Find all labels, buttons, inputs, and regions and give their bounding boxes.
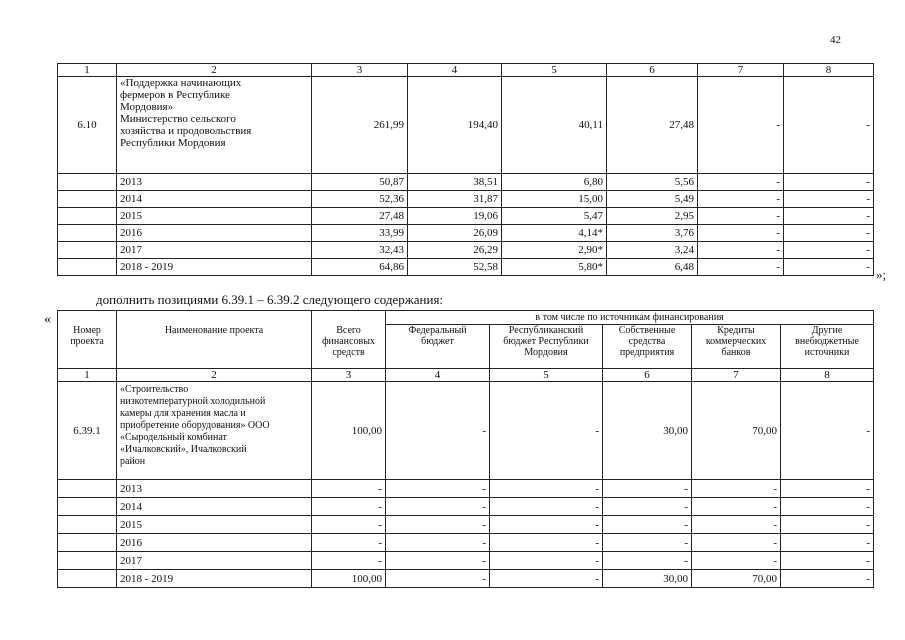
cell: - [692, 498, 781, 516]
cell: 26,09 [408, 225, 502, 242]
col-num-8: 8 [781, 369, 874, 382]
value-credit: 70,00 [692, 382, 781, 480]
value-own: 30,00 [603, 382, 692, 480]
year: 2013 [117, 174, 312, 191]
cell: - [312, 480, 386, 498]
value-republic: - [490, 382, 603, 480]
cell: - [781, 480, 874, 498]
cell: - [490, 498, 603, 516]
year: 2018 - 2019 [117, 570, 312, 588]
project-name-line: низкотемпературной холодильной [120, 396, 266, 407]
col-num-7: 7 [692, 369, 781, 382]
cell: 3,24 [607, 242, 698, 259]
cell: 5,49 [607, 191, 698, 208]
cell: 52,58 [408, 259, 502, 276]
header-line: Федеральный [408, 325, 467, 336]
cell: - [603, 516, 692, 534]
value-total: 261,99 [312, 77, 408, 174]
intro-text: дополнить позициями 6.39.1 – 6.39.2 следующего содержания: [96, 292, 444, 307]
cell: 4,14* [502, 225, 607, 242]
cell: - [698, 191, 784, 208]
col-num-2: 2 [117, 64, 312, 77]
value-own: 27,48 [607, 77, 698, 174]
header-line: предприятия [619, 347, 675, 358]
value-republic: 40,11 [502, 77, 607, 174]
cell: - [386, 480, 490, 498]
header-line: Кредиты [717, 325, 755, 336]
group-header: в том числе по источникам финансирования [386, 311, 874, 325]
project-name-line: Мордовия» [120, 101, 174, 113]
cell: - [490, 570, 603, 588]
cell: 5,80* [502, 259, 607, 276]
table-row [58, 242, 874, 259]
cell: - [603, 552, 692, 570]
cell: 30,00 [603, 570, 692, 588]
cell: - [386, 570, 490, 588]
cell: - [312, 516, 386, 534]
cell: - [784, 225, 874, 242]
table-row [58, 480, 874, 498]
cell: - [781, 516, 874, 534]
header-credit [692, 325, 781, 369]
col-num-6: 6 [603, 369, 692, 382]
col-num-1: 1 [58, 369, 117, 382]
cell: - [692, 534, 781, 552]
project-row [58, 382, 874, 480]
header-line: бюджет [421, 336, 454, 347]
header-line: Собственные [618, 325, 676, 336]
col-num-4: 4 [386, 369, 490, 382]
year: 2016 [117, 534, 312, 552]
cell: 38,51 [408, 174, 502, 191]
col-num-3: 3 [312, 369, 386, 382]
cell: 3,76 [607, 225, 698, 242]
year: 2014 [117, 191, 312, 208]
cell: 31,87 [408, 191, 502, 208]
header-row [58, 325, 874, 369]
year: 2017 [117, 242, 312, 259]
col-num-4: 4 [408, 64, 502, 77]
cell: - [781, 498, 874, 516]
project-name-line: «Строительство [120, 384, 189, 395]
header-federal [386, 325, 490, 369]
project-number: 6.10 [58, 77, 117, 174]
project-name-line: район [120, 456, 146, 467]
cell: - [784, 259, 874, 276]
cell: - [490, 534, 603, 552]
header-total [312, 325, 386, 369]
cell: - [386, 516, 490, 534]
table-row [58, 174, 874, 191]
year: 2018 - 2019 [117, 259, 312, 276]
project-name-line: «Поддержка начинающих [120, 77, 242, 89]
cell: 100,00 [312, 570, 386, 588]
col-num-5: 5 [490, 369, 603, 382]
group-header-row [58, 311, 874, 325]
cell: - [312, 552, 386, 570]
table-row [58, 208, 874, 225]
project-name-line: «Сыродельный комбинат [120, 432, 227, 443]
cell: - [784, 174, 874, 191]
cell: - [603, 498, 692, 516]
header-line: банков [721, 347, 751, 358]
funding-table-continuation [57, 63, 874, 276]
header-number [58, 325, 117, 369]
header-line: Мордовия [524, 347, 568, 358]
cell: 52,36 [312, 191, 408, 208]
closing-quote: »; [876, 267, 887, 282]
value-credit: - [698, 77, 784, 174]
col-num-8: 8 [784, 64, 874, 77]
project-name-line: «Ичалковский», Ичалковский [120, 444, 247, 455]
table-row [58, 516, 874, 534]
value-federal: - [386, 382, 490, 480]
cell: - [781, 570, 874, 588]
header-line: коммерческих [705, 336, 767, 347]
cell: - [490, 516, 603, 534]
project-name-line: Республики Мордовия [120, 137, 226, 149]
cell: 26,29 [408, 242, 502, 259]
column-number-row [58, 64, 874, 77]
cell: - [386, 534, 490, 552]
header-line: средств [332, 346, 365, 358]
project-row [58, 77, 874, 174]
project-name-line: фермеров в Республике [120, 89, 230, 101]
table-row [58, 191, 874, 208]
header-republic [490, 325, 603, 369]
year: 2017 [117, 552, 312, 570]
cell: 2,95 [607, 208, 698, 225]
col-num-6: 6 [607, 64, 698, 77]
cell: 5,47 [502, 208, 607, 225]
header-line: Номер [73, 324, 101, 336]
cell: - [698, 242, 784, 259]
year: 2015 [117, 516, 312, 534]
cell: - [784, 191, 874, 208]
header-line: бюджет Республики [503, 336, 589, 347]
table-row [58, 225, 874, 242]
year: 2015 [117, 208, 312, 225]
header-line: средства [628, 336, 666, 347]
cell: - [386, 552, 490, 570]
cell: - [698, 259, 784, 276]
value-total: 100,00 [312, 382, 386, 480]
cell: 33,99 [312, 225, 408, 242]
year: 2013 [117, 480, 312, 498]
cell: - [386, 498, 490, 516]
project-name-line: хозяйства и продовольствия [120, 125, 252, 137]
header-other [781, 325, 874, 369]
cell: 50,87 [312, 174, 408, 191]
table-row [58, 552, 874, 570]
col-num-2: 2 [117, 369, 312, 382]
header-line: Республиканский [508, 325, 584, 336]
cell: - [784, 242, 874, 259]
table-row [58, 259, 874, 276]
cell: - [698, 174, 784, 191]
cell: 5,56 [607, 174, 698, 191]
col-num-1: 1 [58, 64, 117, 77]
cell: - [312, 534, 386, 552]
cell: - [781, 534, 874, 552]
cell: 27,48 [312, 208, 408, 225]
header-line: Всего [336, 324, 361, 336]
header-own [603, 325, 692, 369]
table-row [58, 498, 874, 516]
column-number-row [58, 369, 874, 382]
table-row [58, 534, 874, 552]
cell: 6,80 [502, 174, 607, 191]
year: 2014 [117, 498, 312, 516]
cell: - [698, 208, 784, 225]
header-line: внебюджетные [795, 336, 859, 347]
cell: - [781, 552, 874, 570]
cell: 70,00 [692, 570, 781, 588]
header-line: проекта [70, 335, 104, 347]
cell: - [490, 480, 603, 498]
cell: 32,43 [312, 242, 408, 259]
cell: 6,48 [607, 259, 698, 276]
cell: - [692, 552, 781, 570]
cell: - [692, 480, 781, 498]
header-line: Другие [811, 325, 843, 336]
cell: 64,86 [312, 259, 408, 276]
header-name: Наименование проекта [117, 325, 312, 369]
value-other: - [781, 382, 874, 480]
cell: 15,00 [502, 191, 607, 208]
cell: 2,90* [502, 242, 607, 259]
value-federal: 194,40 [408, 77, 502, 174]
cell: 19,06 [408, 208, 502, 225]
cell: - [603, 534, 692, 552]
cell: - [490, 552, 603, 570]
funding-table-new-positions [57, 310, 874, 588]
project-number: 6.39.1 [58, 382, 117, 480]
col-num-3: 3 [312, 64, 408, 77]
project-name-line: камеры для хранения масла и [120, 408, 246, 419]
header-line: финансовых [322, 335, 375, 347]
table-row [58, 570, 874, 588]
project-name-line: приобретение оборудования» ООО [120, 420, 270, 431]
col-num-7: 7 [698, 64, 784, 77]
project-name-line: Министерство сельского [120, 113, 236, 125]
cell: - [784, 208, 874, 225]
project-name [117, 382, 312, 480]
open-quote: « [44, 312, 51, 327]
cell: - [698, 225, 784, 242]
page-number: 42 [830, 34, 841, 46]
cell: - [603, 480, 692, 498]
col-num-5: 5 [502, 64, 607, 77]
cell: - [692, 516, 781, 534]
year: 2016 [117, 225, 312, 242]
value-other: - [784, 77, 874, 174]
cell: - [312, 498, 386, 516]
project-name [117, 77, 312, 174]
header-line: источники [804, 347, 850, 358]
